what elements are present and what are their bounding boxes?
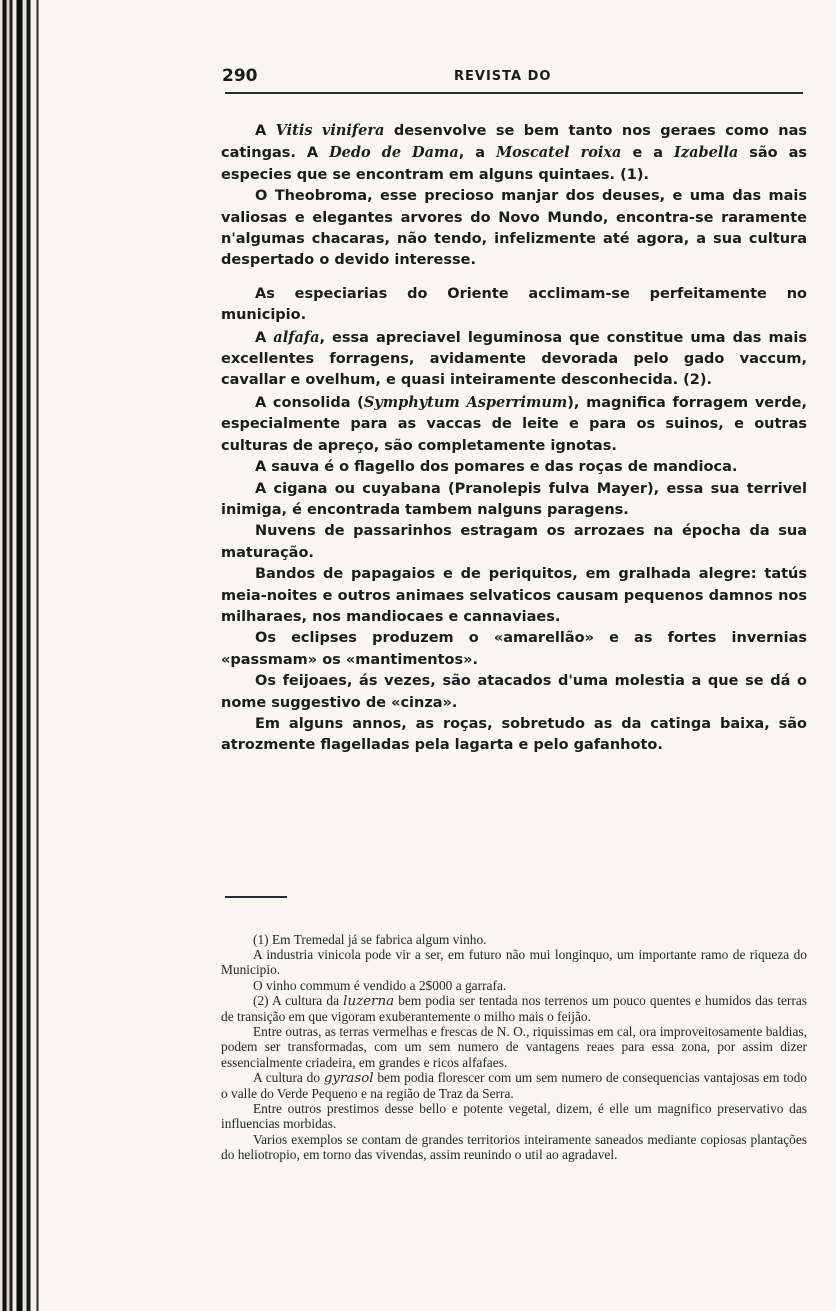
paragraph-6 (221, 457, 807, 478)
text-run: Os feijoaes, ás vezes, são atacados d'uma molestia a que se dá o nome suggestivo de «cinza». (221, 673, 807, 711)
text-run: Varios exemplos se contam de grandes territorios inteiramente saneados mediante copiosas plantações do heliotropio, em torno das vivendas, assim reunindo o util ao agradavel. (221, 1131, 807, 1162)
footnote-5 (221, 1024, 807, 1070)
paragraph-10 (221, 628, 807, 671)
text-run: A cultura do (253, 1069, 324, 1085)
paragraph-5 (221, 392, 807, 457)
header-rule (225, 92, 803, 94)
text-run: A (255, 329, 274, 346)
paragraph-11 (221, 671, 807, 714)
italic-term: luzerna (343, 993, 395, 1009)
italic-term: Izabella (674, 144, 739, 162)
text-run: A sauva é o flagello dos pomares e das roças de mandioca. (255, 459, 738, 476)
italic-term: Symphytum Asperrimum (363, 393, 568, 411)
text-run: Nuvens de passarinhos estragam os arrozaes na épocha da sua maturação. (221, 523, 807, 561)
text-run: A consolida ( (255, 394, 364, 411)
text-run: são as especies que se encontram em alguns quintaes. (1). (221, 145, 808, 183)
text-run: O vinho commum é vendido a 2$000 a garrafa. (253, 977, 507, 993)
footnote-6 (221, 1070, 807, 1101)
paragraph-12 (221, 714, 807, 757)
footnote-8 (221, 1132, 807, 1162)
text-run: bem podia florescer com um sem numero de consequencias vantajosas em todo o valle do Verde Pequeno e na região de Traz da Serra. (221, 1069, 807, 1102)
page-number: 290 (222, 66, 258, 86)
text-run: Entre outras, as terras vermelhas e frescas de N. O., riquissimas em cal, ora improveitosamente baldias, podem ser transformadas, com um sem numero de vantagens reaes para essa zona, por assim dizer essencialmente criadeira, em grandes e ricos alfafaes. (221, 1024, 807, 1070)
footnotes (221, 932, 807, 1162)
body-text (221, 120, 807, 757)
running-title: REVISTA DO (454, 69, 552, 84)
paragraph-4 (221, 327, 807, 392)
text-run: , a (458, 145, 497, 162)
paragraph-8 (221, 521, 807, 564)
text-run: Bandos de papagaios e de periquitos, em gralhada alegre: tatús meia-noites e outros animaes selvaticos causam pequenos damnos nos milharaes, nos mandiocaes e cannaviaes. (221, 566, 807, 625)
paragraph-9 (221, 564, 807, 628)
footnote-separator (225, 896, 287, 898)
page-header (222, 66, 804, 90)
footnote-3 (221, 978, 807, 993)
text-run: e a (621, 145, 675, 162)
paragraph-7 (221, 479, 807, 522)
text-run: (2) A cultura da (253, 992, 344, 1008)
text-run: bem podia ser tentada nos terrenos um pouco quentes e humidos das terras de transição em que vigoram exuberantemente o milho mais o feijão. (221, 992, 807, 1025)
footnote-4 (221, 993, 807, 1024)
text-run: ), magnifica forragem verde, especialmente para as vaccas de leite e para os suinos, e outras culturas de apreço, são completamente ignotas. (221, 394, 807, 454)
text-run: desenvolve se bem tanto nos geraes como nas catingas. A (221, 123, 808, 162)
italic-term: gyrasol (323, 1070, 374, 1086)
footnote-7 (221, 1101, 807, 1131)
text-run: Os eclipses produzem o «amarellão» e as fortes invernias «passmam» os «mantimentos». (221, 630, 807, 668)
paragraph-2 (221, 186, 807, 272)
italic-term: Dedo de Dama (329, 144, 459, 162)
text-run: (1) Em Tremedal já se fabrica algum vinho. (253, 932, 487, 947)
text-run: , essa apreciavel leguminosa que constitue uma das mais excellentes forragens, avidamente devorada pelo gado vaccum, cavallar e ovelhum, e quasi inteiramente desconhecida. (2). (221, 329, 807, 389)
text-run: O Theobroma, esse precioso manjar dos deuses, e uma das mais valiosas e elegantes arvores do Novo Mundo, encontra-se raramente n'algumas chacaras, não tendo, infelizmente até agora, a sua cultura despertado o devido interesse. (221, 188, 807, 269)
text-run: A industria vinicola pode vir a ser, em futuro não mui longinquo, um importante ramo de riqueza do Municipio. (221, 947, 807, 978)
italic-term: Vitis vinifera (275, 122, 385, 139)
footnote-1 (221, 932, 807, 947)
paragraph-1 (221, 120, 807, 186)
text-run: A (255, 123, 276, 139)
italic-term: Moscatel roixa (496, 144, 622, 162)
text-run: A cigana ou cuyabana (Pranolepis fulva Mayer), essa sua terrivel inimiga, é encontrada tambem nalguns paragens. (221, 480, 807, 518)
paragraph-3 (221, 284, 807, 327)
italic-term: alfafa (273, 328, 320, 346)
text-run: As especiarias do Oriente acclimam-se perfeitamente no municipio. (221, 285, 807, 324)
footnote-2 (221, 947, 807, 977)
text-run: Em alguns annos, as roças, sobretudo as da catinga baixa, são atrozmente flagelladas pela lagarta e pelo gafanhoto. (221, 715, 807, 754)
text-run: Entre outros prestimos desse bello e potente vegetal, dizem, é elle um magnifico preservativo das influencias morbidas. (221, 1101, 807, 1132)
